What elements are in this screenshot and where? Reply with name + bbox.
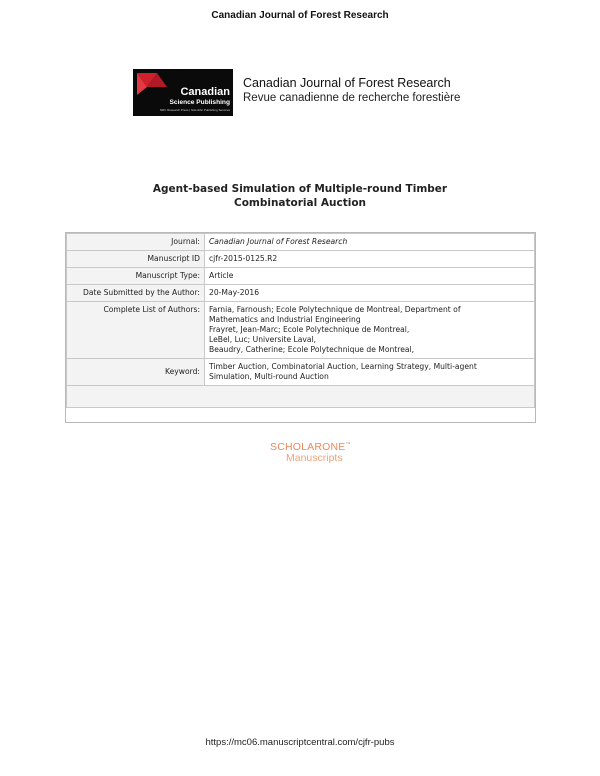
journal-name-english: Canadian Journal of Forest Research	[243, 76, 451, 90]
manuscript-type-value: Article	[205, 268, 535, 285]
table-row-keyword	[67, 359, 535, 386]
manuscript-type-label: Manuscript Type:	[67, 268, 205, 285]
journal-name-french: Revue canadienne de recherche forestière	[243, 92, 461, 104]
empty-cell	[67, 386, 535, 408]
date-submitted-label: Date Submitted by the Author:	[67, 285, 205, 302]
document-title-line-2: Combinatorial Auction	[233, 197, 367, 209]
table-row-journal	[67, 234, 535, 251]
authors-value	[205, 302, 535, 359]
document-title	[0, 182, 600, 210]
logo-tagline: NRC Research Press | Scientific Publishing Services	[159, 108, 230, 112]
running-header: Canadian Journal of Forest Research	[211, 10, 389, 21]
author-line-4: LeBel, Luc; Universite Laval,	[209, 335, 317, 344]
keyword-line-1: Timber Auction, Combinatorial Auction, Learning Strategy, Multi-agent	[209, 362, 477, 371]
keyword-value	[205, 359, 535, 386]
table-row-date-submitted	[67, 285, 535, 302]
author-line-3: Frayret, Jean-Marc; Ecole Polytechnique de Montreal,	[209, 325, 410, 334]
document-title-line-1: Agent-based Simulation of Multiple-round Timber	[152, 183, 448, 195]
author-line-2: Mathematics and Industrial Engineering	[209, 315, 361, 324]
authors-label: Complete List of Authors:	[67, 302, 205, 359]
publisher-logo	[133, 69, 233, 116]
logo-word-canadian: Canadian	[180, 86, 230, 98]
table-row-manuscript-type	[67, 268, 535, 285]
scholarone-trademark: ™	[345, 441, 351, 448]
footer-url: https://mc06.manuscriptcentral.com/cjfr-pubs	[205, 737, 395, 748]
table-row-empty	[67, 386, 535, 408]
keyword-line-2: Simulation, Multi-round Auction	[209, 372, 329, 381]
date-submitted-value: 20-May-2016	[205, 285, 535, 302]
keyword-label: Keyword:	[67, 359, 205, 386]
manuscript-id-label: Manuscript ID	[67, 251, 205, 268]
table-row-authors	[67, 302, 535, 359]
journal-label: Journal:	[67, 234, 205, 251]
table-row-manuscript-id	[67, 251, 535, 268]
manuscript-id-value: cjfr-2015-0125.R2	[205, 251, 535, 268]
logo-word-science-publishing: Science Publishing	[169, 99, 230, 106]
author-line-5: Beaudry, Catherine; Ecole Polytechnique de Montreal,	[209, 345, 415, 354]
scholarone-logo	[270, 441, 351, 464]
scholarone-manuscripts-text: Manuscripts	[286, 452, 343, 464]
scholarone-top-text: SCHOLARONE	[270, 441, 346, 453]
author-line-1: Farnia, Farnoush; Ecole Polytechnique de Montreal, Department of	[209, 305, 461, 314]
manuscript-metadata-table	[66, 233, 535, 408]
journal-value: Canadian Journal of Forest Research	[205, 234, 535, 251]
